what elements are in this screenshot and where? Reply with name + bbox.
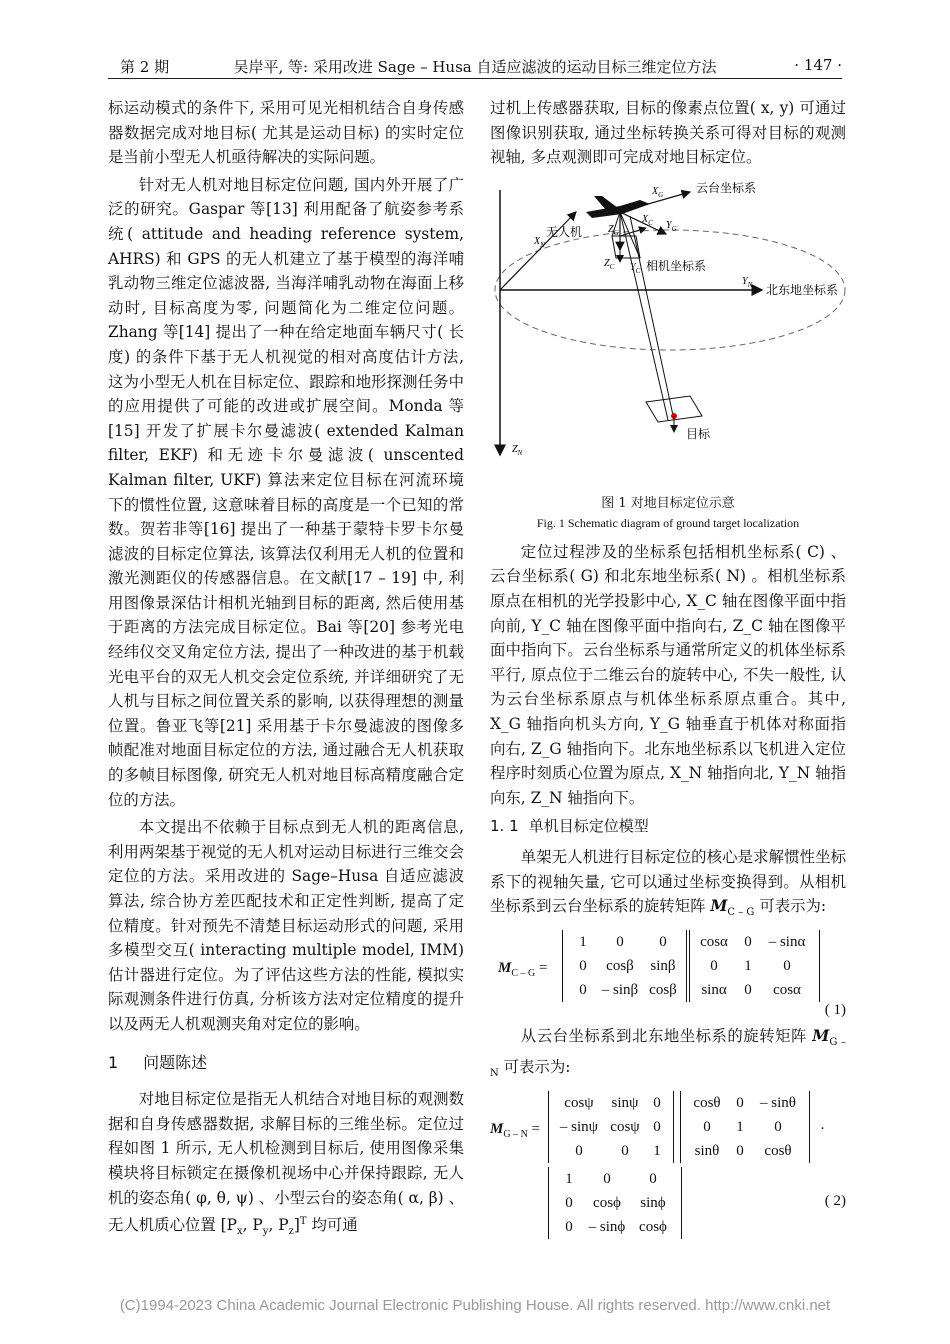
section-number: 1 (108, 1052, 119, 1072)
matrix-cell: 1 (736, 1119, 744, 1136)
paragraph: 单架无人机进行目标定位的核心是求解惯性坐标系下的视轴矢量, 它可以通过坐标变换得到。从相机坐标系到云台坐标系的旋转矩阵 $M_{C - G}$ 可表示为: (490, 847, 846, 919)
running-header (108, 50, 842, 79)
label-zc: $Z_C$ (604, 257, 615, 271)
running-title: 吴岸平, 等: 采用改进 Sage – Husa 自适应滤波的运动目标三维定位方法 (233, 58, 717, 76)
section-title: 问题陈述 (143, 1052, 208, 1072)
uav-icon (586, 200, 650, 218)
label-xg: $X_G$ (652, 185, 664, 199)
matrix-cell: sinψ (611, 1095, 639, 1112)
label-zg: $Z_G$ (608, 223, 619, 237)
matrix-alpha (686, 930, 820, 1002)
matrix-cell: 0 (703, 1119, 711, 1136)
matrix-psi (548, 1091, 674, 1163)
label-yn: $Y_N$ (742, 275, 753, 289)
paragraph: 定位过程涉及的坐标系包括相机坐标系( C) 、云台坐标系( G) 和北东地坐标系( N) 。相机坐标系原点在相机的光学投影中心, X_C 轴在图像平面中指向前, Y_C 轴在图像平面中指向右, Z_C 轴在图像平面中指向下。云台坐标系与通常所定义的机体坐标系平行, 原点位于二维云台的旋转中心, 不失一般性, 认为云台坐标系原点与机体坐标系原点重合。其中, X_G 轴指向机头方向, Y_G 轴垂直于机体对称面指向右, Z_G 轴指向下。北东地坐标系以飞机进入定位程序时刻质心位置为原点, X_N 轴指向北, Y_N 轴指向东, Z_N 轴指向下。 (490, 542, 846, 807)
label-xn: $X_N$ (534, 235, 545, 249)
matrix-cell: – sinθ (760, 1095, 796, 1112)
localization-diagram (490, 170, 846, 490)
matrix-cell: sinα (701, 981, 727, 998)
figure-1 (490, 170, 846, 490)
matrix-cell: 1 (565, 1171, 573, 1188)
matrix-cell: 0 (736, 1143, 744, 1160)
matrix-cell: 1 (579, 933, 587, 950)
matrix-cell: 0 (744, 981, 752, 998)
label-ned-frame: 北东地坐标系 (766, 282, 839, 297)
equation-1: $M_{C - G}$ = 1 0 0 0 cosβ sinβ 0 – sinβ cosβ cosα 0 – sinα 0 1 0 sinα 0 cosα ( 1) (490, 926, 846, 1018)
xn-axis (500, 212, 576, 290)
matrix-cell: 0 (565, 1219, 573, 1236)
matrix-cell: cosϕ (639, 1219, 667, 1236)
matrix-cell: 0 (649, 1171, 657, 1188)
paragraph: 针对无人机对地目标定位问题, 国内外开展了广泛的研究。Gaspar 等[13] 利用配备了航姿参考系统( attitude and heading reference system, AHRS) 和 GPS 的无人机建立了基于模型的海洋哺乳动物三维定位滤波器, 当海洋哺乳动物在海面上移动时, 目标高度为零, 问题简化为二维定位问题。Zhang 等[14] 提出了一种在给定地面车辆尺寸( 长度) 的条件下基于无人机视觉的相对高度估计方法, 这为小型无人机在目标定位、跟踪和地形探测任务中的应用提供了可能的改进或扩展空间。Monda 等[15] 开发了扩展卡尔曼滤波( extended Kalman filter, EKF) 和无迹卡尔曼滤波( unscented Kalman filter, UKF) 算法来定位目标在河流环境下的惯性位置, 这意味着目标的高度是一个已知的常数。贺若非等[16] 提出了一种基于蒙特卡罗卡尔曼滤波的目标定位算法, 该算法仅利用无人机的位置和激光测距仪的传感器信息。在文献[17 – 19] 中, 利用图像景深估计相机光轴到目标的距离, 然后使用基于距离的方法完成目标定位。Bai 等[20] 参考光电经纬仪交叉角定位方法, 提出了一种改进的基于机载光电平台的双无人机交会定位系统, 并详细研究了无人机与目标之间位置关系的影响, 以获得理想的测量位置。鲁亚飞等[21] 采用基于卡尔曼滤波的图像多帧配准对地面目标定位的方法, 通过融合无人机获取的多帧目标图像, 研究无人机对地目标高精度融合定位的方法。 (108, 175, 464, 809)
matrix-cell: 0 (565, 1195, 573, 1212)
matrix-cell: 1 (653, 1143, 661, 1160)
matrix-cell: cosϕ (593, 1195, 621, 1212)
matrix-cell: 0 (736, 1095, 744, 1112)
matrix-cell: cosβ (606, 957, 634, 974)
figure-caption-cn: 图 1 对地目标定位示意 (601, 495, 735, 511)
matrix-cell: 0 (621, 1143, 629, 1160)
matrix-cell: – sinψ (559, 1119, 599, 1136)
matrix-cell: 0 (659, 933, 667, 950)
label-camera-frame: 相机坐标系 (646, 258, 707, 273)
matrix-cell: cosθ (693, 1095, 721, 1112)
matrix-beta (562, 930, 690, 1002)
equation-number: ( 2) (824, 1193, 846, 1210)
matrix-theta (680, 1091, 810, 1163)
matrix-cell: 0 (783, 957, 791, 974)
paragraph: 标运动模式的条件下, 采用可见光相机结合自身传感器数据完成对地目标( 尤其是运动目标) 的实时定位是当前小型无人机亟待解决的实际问题。 (108, 99, 464, 167)
subsection-number: 1. 1 (490, 817, 519, 836)
subsection-title: 单机目标定位模型 (528, 817, 649, 836)
matrix-phi (548, 1167, 682, 1239)
matrix-cell: cosψ (610, 1119, 640, 1136)
left-column (108, 96, 464, 1245)
matrix-cell: – sinϕ (588, 1219, 626, 1236)
matrix-cell: 0 (579, 957, 587, 974)
paragraph: 过机上传感器获取, 目标的像素点位置( x, y) 可通过图像识别获取, 通过坐标转换关系可得对目标的观测视轴, 多点观测即可完成对地目标定位。 (490, 99, 846, 167)
matrix-cell: 0 (603, 1171, 611, 1188)
matrix-cell: – sinβ (601, 981, 639, 998)
equation-2: $M_{G - N}$ = cosψ sinψ 0 – sinψ cosψ 0 0 0 1 cosθ 0 – sinθ 0 1 0 sinθ 0 cosθ · 1 0 0 0 cosϕ sinϕ 0 – sinϕ cosϕ ( 2) (490, 1087, 846, 1237)
matrix-cell: cosθ (764, 1143, 792, 1160)
matrix-cell: 0 (653, 1119, 661, 1136)
equation-number: ( 1) (824, 1001, 846, 1018)
matrix-cell: 0 (575, 1143, 583, 1160)
matrix-cell: 0 (744, 933, 752, 950)
page-number: · 147 · (794, 56, 842, 74)
matrix-cell: 0 (653, 1095, 661, 1112)
label-uav: 无人机 (546, 224, 583, 239)
matrix-cell: 0 (774, 1119, 782, 1136)
matrix-cell: cosα (773, 981, 801, 998)
label-gimbal-frame: 云台坐标系 (696, 180, 757, 195)
matrix-cell: 0 (710, 957, 718, 974)
right-column (490, 96, 846, 1237)
label-xc: $X_C$ (642, 213, 653, 227)
label-target: 目标 (686, 426, 711, 441)
matrix-cell: sinβ (650, 957, 676, 974)
label-yg: $Y_G$ (666, 219, 677, 233)
line-of-sight (620, 212, 668, 420)
label-yc: $Y_C$ (630, 261, 641, 275)
paragraph: 从云台坐标系到北东地坐标系的旋转矩阵 $M_{G - N}$ 可表示为: (490, 1026, 846, 1080)
copyright-footer: (C)1994-2023 China Academic Journal Electronic Publishing House. All rights reserved. http://www.cnki.net (119, 1297, 831, 1314)
matrix-cell: 1 (744, 957, 752, 974)
subsection-heading (490, 814, 846, 839)
matrix-cell: – sinα (768, 933, 806, 950)
paragraph: 对地目标定位是指无人机结合对地目标的观测数据和自身传感器数据, 求解目标的三维坐标。定位过程如图 1 所示, 无人机检测到目标后, 使用图像采集模块将目标锁定在摄像机视场中心并保持跟踪, 无人机的姿态角( φ, θ, ψ) 、小型云台的姿态角( α, β) 、无人机质心位置 [$P_x$, $P_y$, $P_z]^T$ 均可通 (108, 1090, 464, 1238)
matrix-cell: cosα (700, 933, 728, 950)
section-heading (108, 1051, 464, 1076)
matrix-cell: sinθ (694, 1143, 720, 1160)
label-zn: $Z_N$ (512, 443, 523, 457)
matrix-cell: cosβ (649, 981, 677, 998)
matrix-cell: 0 (579, 981, 587, 998)
issue-number: 第 2 期 (120, 58, 170, 76)
figure-caption-en: Fig. 1 Schematic diagram of ground target localization (536, 515, 800, 530)
matrix-cell: sinϕ (640, 1195, 666, 1212)
matrix-cell: cosψ (564, 1095, 594, 1112)
paragraph: 本文提出不依赖于目标点到无人机的距离信息, 利用两架基于视觉的无人机对运动目标进行三维交会定位的方法。采用改进的 Sage–Husa 自适应滤波算法, 综合协方差匹配技术和正定性判断, 提高了定位精度。针对预先不清楚目标运动形式的问题, 采用多模型交互( interacting multiple model, IMM) 估计器进行定位。为了评估这些方法的性能, 模拟实际观测条件进行仿真, 分析该方法对定位精度的提升以及两无人机观测夹角对定位的影响。 (108, 818, 464, 1033)
matrix-cell: 0 (616, 933, 624, 950)
